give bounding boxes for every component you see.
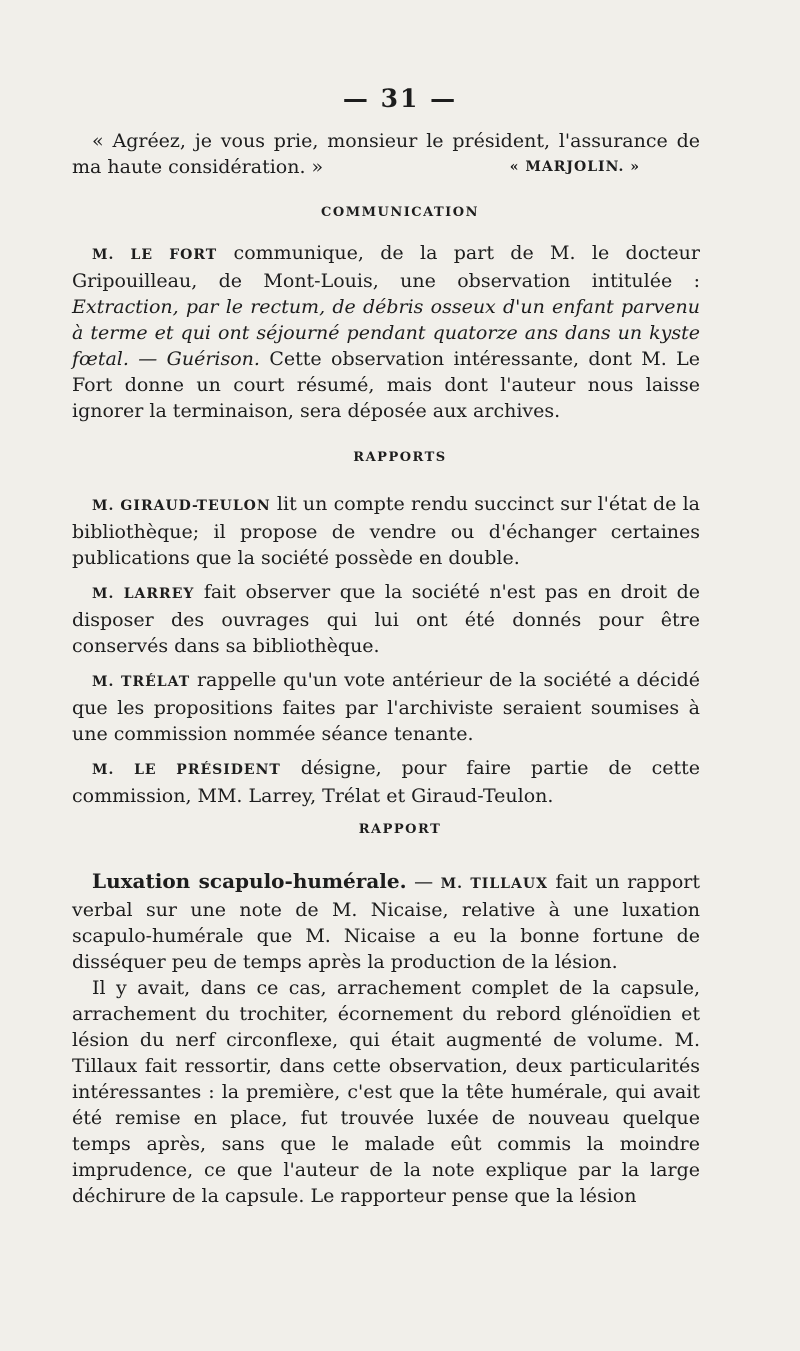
heading-communication: COMMUNICATION bbox=[321, 205, 479, 220]
closing-block bbox=[72, 128, 700, 180]
rapport-block bbox=[72, 868, 700, 1209]
luxation-paragraph-2: Il y avait, dans ce cas, arrachement complet de la capsule, arrachement du trochiter, écornement du rebord glénoïdien et lésion du nerf circonflexe, qui était augmenté de volume. M. Tillaux fait ressortir, dans cette observation, deux particularités intéressantes : la première, c'est que la tête humérale, qui avait été remise en place, fut trouvée luxée de nouveau quelque temps après, sans que le malade eût commis la moindre imprudence, ce que l'auteur de la note explique par la large déchirure de la capsule. Le rapporteur pense que la lésion bbox=[72, 977, 700, 1207]
rapport-paragraph: M. GIRAUD-TEULON lit un compte rendu succinct sur l'état de la bibliothèque; il propose de vendre ou d'échanger certaines publications que la société possède en double. bbox=[72, 493, 701, 569]
observation-title: Extraction, par le rectum, de débris osseux d'un enfant parvenu à terme et qui ont séjourné pendant quatorze ans dans un kyste fœtal. — Guérison. bbox=[72, 296, 700, 370]
luxation-paragraph: Luxation scapulo-humérale. — M. TILLAUX fait un rapport verbal sur une note de M. Nicaise, relative à une luxation scapulo-humérale que M. Nicaise a eu la bonne fortune de disséquer peu de temps après la production de la lésion. bbox=[72, 869, 700, 973]
communication-paragraph: M. LE FORT communique, de la part de M. le docteur Gripouilleau, de Mont-Louis, une observation intitulée : Extraction, par le rectum, de débris osseux d'un enfant parvenu à terme et qui ont séjourné pendant quatorze ans dans un kyste fœtal. — Guérison. Cette observation intéressante, dont M. Le Fort donne un court résumé, mais dont l'auteur nous laisse ignorer la terminaison, sera déposée aux archives. bbox=[72, 242, 700, 422]
page-number: — 31 — bbox=[342, 84, 458, 113]
speaker: M. LARREY bbox=[92, 586, 195, 602]
heading-rapports: RAPPORTS bbox=[353, 450, 447, 465]
heading-rapport: RAPPORT bbox=[358, 822, 442, 837]
rapport-paragraph: M. LE PRÉSIDENT désigne, pour faire partie de cette commission, MM. Larrey, Trélat et Giraud-Teulon. bbox=[72, 757, 700, 807]
speaker: M. LE FORT bbox=[92, 247, 218, 263]
rapports-block bbox=[72, 491, 700, 809]
speaker: M. TILLAUX bbox=[440, 876, 548, 892]
signature: « MARJOLIN. » bbox=[509, 159, 640, 175]
speaker: M. LE PRÉSIDENT bbox=[92, 762, 281, 778]
rapport-paragraph: M. TRÉLAT rappelle qu'un vote antérieur de la société a décidé que les propositions faites par l'archiviste seraient soumises à une commission nommée séance tenante. bbox=[72, 669, 701, 745]
rapport-paragraph: M. LARREY fait observer que la société n'est pas en droit de disposer des ouvrages qui lui ont été donnés pour être conservés dans sa bibliothèque. bbox=[72, 581, 700, 657]
section-title: Luxation scapulo-humérale. bbox=[92, 869, 407, 893]
speaker: M. GIRAUD-TEULON bbox=[92, 498, 271, 514]
speaker: M. TRÉLAT bbox=[92, 674, 191, 690]
closing-text: « Agréez, je vous prie, monsieur le président, l'assurance de ma haute considération. » « MARJOLIN. » bbox=[72, 130, 700, 178]
